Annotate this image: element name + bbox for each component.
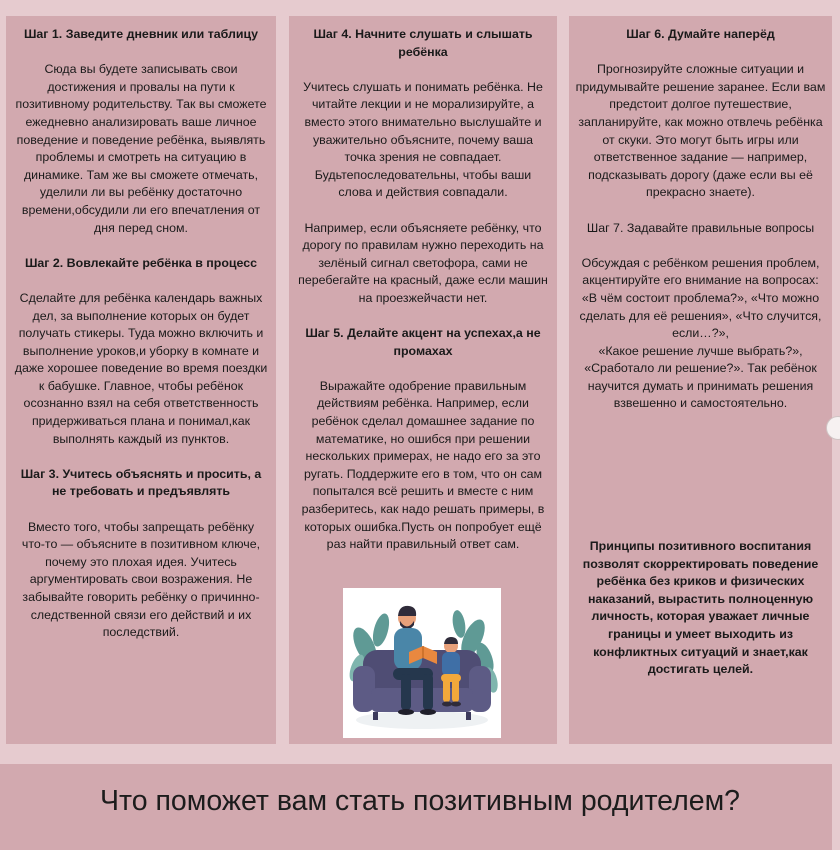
- step7-text: [573, 255, 828, 413]
- text-line: предстоит долгое путешествие,: [609, 97, 792, 112]
- text-line: придумывайте решение заранее. Если вам: [575, 79, 826, 94]
- title-line: не требовать и предъявлять: [51, 484, 231, 499]
- text-line: которых ошибка.Пусть он попробует ещё: [304, 519, 542, 534]
- text-line: ответственное задание — например,: [593, 150, 808, 165]
- step5-text: [293, 378, 553, 554]
- text-line: выполнять каждый из пунктов.: [52, 431, 230, 446]
- text-line: точка зрения не совпадает.: [344, 150, 502, 165]
- text-line: Например, если объясняете ребёнку, что: [304, 220, 542, 235]
- text-line: ежедневно анализировать ваше личное: [25, 114, 257, 129]
- text-line: аргументировать свои возражения. Не: [29, 572, 253, 587]
- text-line: дорогу по правилам нужно переходить на: [302, 238, 544, 253]
- text-line: дня перед сном.: [94, 220, 188, 235]
- text-line: запланируйте, как можно отвлечь ребёнка: [578, 114, 823, 129]
- text-line: «В чём состоит проблема?», «Что можно: [581, 290, 820, 305]
- text-line: прекрасно знаете).: [646, 185, 755, 200]
- step6-text: [573, 61, 828, 202]
- text-line: математике, но ошибся при решении: [315, 431, 531, 446]
- text-line: подсказывать дорогу (даже если вы её: [588, 167, 813, 182]
- text-line: достижения и провалы на пути к: [47, 79, 235, 94]
- parent-reading-icon: [343, 588, 501, 738]
- text-line: действиям ребёнка. Например, если: [317, 396, 529, 411]
- text-line: зелёный сигнал светофора, сами не: [318, 255, 528, 270]
- text-line: позволят скорректировать поведение: [582, 556, 819, 571]
- text-line: если…?»,: [672, 326, 729, 341]
- step3-title: [10, 466, 272, 501]
- text-line: уважительно объясните, почему ваша: [312, 132, 534, 147]
- text-line: Прогнозируйте сложные ситуации и: [596, 62, 804, 77]
- text-line: Учитесь слушать и понимать ребёнка. Не: [303, 79, 543, 94]
- parent-reading-to-child-illustration: [343, 588, 501, 738]
- text-line: попытался всё решить и вместе с ним: [312, 484, 534, 499]
- step4-example: [293, 220, 553, 308]
- text-line: проблемы и смотреть на ситуацию в: [35, 150, 247, 165]
- step1-title: Шаг 1. Заведите дневник или таблицу: [23, 27, 259, 41]
- step4-text: [293, 79, 553, 202]
- title-line: промахах: [393, 343, 453, 358]
- text-line: выполнение уроков,и уборку в комнате и: [22, 343, 260, 358]
- text-line: слова и действия совпадали.: [338, 185, 508, 200]
- text-line: динамике. Там же вы сможете отмечать,: [23, 167, 259, 182]
- text-line: почему это плохая идея. Учитесь: [45, 554, 237, 569]
- text-line: сделать для её решения», «Что случится,: [579, 308, 822, 323]
- text-line: достигать целей.: [647, 662, 754, 677]
- text-line: конфликтных ситуаций и знает,как: [593, 644, 808, 659]
- text-line: личность, которая уважает личные: [591, 609, 810, 624]
- title-line: Шаг 5. Делайте акцент на успехах,а не: [305, 326, 541, 341]
- text-line: Выражайте одобрение правильным: [319, 378, 527, 393]
- text-line: Обсуждая с ребёнком решения проблем,: [581, 255, 820, 270]
- page-title: Что поможет вам стать позитивным родителем?: [99, 785, 741, 817]
- text-line: «Сработало ли решение?». Так ребёнок: [584, 361, 817, 376]
- text-line: раз найти правильный ответ сам.: [326, 537, 520, 552]
- text-line: к бабушке. Главное, чтобы ребёнок: [38, 378, 244, 393]
- text-line: Сюда вы будете записывать свои: [44, 62, 238, 77]
- text-line: позитивному родительству. Так вы сможете: [15, 97, 267, 112]
- step6-title: Шаг 6. Думайте наперёд: [626, 27, 775, 41]
- step7-title: Шаг 7. Задавайте правильные вопросы: [586, 220, 815, 235]
- text-line: Вместо того, чтобы запрещать ребёнку: [27, 519, 255, 534]
- text-line: поведение и поведение ребёнка, выявлять: [16, 132, 266, 147]
- text-line: времени,обсудили ли его впечатления от: [21, 202, 261, 217]
- text-line: получать стикеры. Туда можно включить и: [18, 326, 264, 341]
- text-line: последствий.: [102, 625, 180, 640]
- text-line: Принципы позитивного воспитания: [589, 539, 812, 554]
- text-line: ребёнка без криков и физических: [596, 574, 805, 589]
- title-line: Шаг 4. Начните слушать и слышать: [313, 27, 533, 41]
- step5-title: [293, 325, 553, 360]
- text-line: вместо этого внимательно выслушайте и: [304, 114, 542, 129]
- text-line: забывайте говорить ребёнку о причинно-: [22, 590, 260, 604]
- step4-title: [293, 26, 553, 61]
- text-line: Будьтепоследовательны, чтобы ваши: [314, 167, 532, 182]
- text-line: акцентируйте его внимание на вопросах:: [582, 273, 819, 288]
- step2-title: Шаг 2. Вовлекайте ребёнка в процесс: [24, 255, 258, 270]
- text-line: читайте лекции и не морализируйте, а: [311, 97, 535, 112]
- text-line: ругать. Поддержите его в том, что он сам: [303, 466, 543, 481]
- text-line: что-то — объясните в позитивном ключе,: [21, 537, 261, 552]
- text-line: «Какое решение лучше выбрать?»,: [598, 343, 803, 358]
- step1-text: [10, 61, 272, 237]
- text-line: перебегайте на красный, даже если машин: [298, 273, 548, 288]
- text-line: научится думать и принимать решения: [587, 378, 814, 393]
- conclusion-text: [573, 538, 828, 679]
- step3-text: [10, 519, 272, 642]
- text-line: дел, за выполнение которых он будет: [32, 308, 250, 323]
- text-line: следственной связи его действий и их: [30, 607, 252, 622]
- text-line: границы и умеет выходить из: [607, 627, 794, 642]
- text-line: уделили ли вы ребёнку достаточно: [39, 185, 243, 200]
- text-line: ребёнок сделал домашнее задание по: [311, 414, 535, 429]
- column-steps-6-7: [569, 16, 832, 744]
- text-line: даже хорошее поведение во время поездки: [14, 361, 268, 376]
- title-line: Шаг 3. Учитесь объяснять и просить, а: [20, 466, 262, 481]
- text-line: осознанно взял на себя ответственность: [23, 396, 259, 411]
- text-line: от скуки. Это могут быть игры или: [602, 132, 799, 147]
- text-line: нескольких примерах, не надо его за это: [305, 449, 541, 464]
- text-line: на проезжейчасти нет.: [358, 290, 488, 305]
- text-line: придерживаться плана и понимал,как: [31, 414, 251, 429]
- text-line: Сделайте для ребёнка календарь важных: [19, 290, 263, 305]
- text-line: взвешенно и самостоятельно.: [613, 396, 788, 411]
- title-line: ребёнка: [398, 44, 448, 59]
- step2-text: [10, 290, 272, 448]
- text-line: наказаний, вырастить полноценную: [587, 591, 814, 606]
- column-steps-1-3: [6, 16, 276, 744]
- text-line: разберитесь, как надо решать примеры, в: [301, 502, 545, 517]
